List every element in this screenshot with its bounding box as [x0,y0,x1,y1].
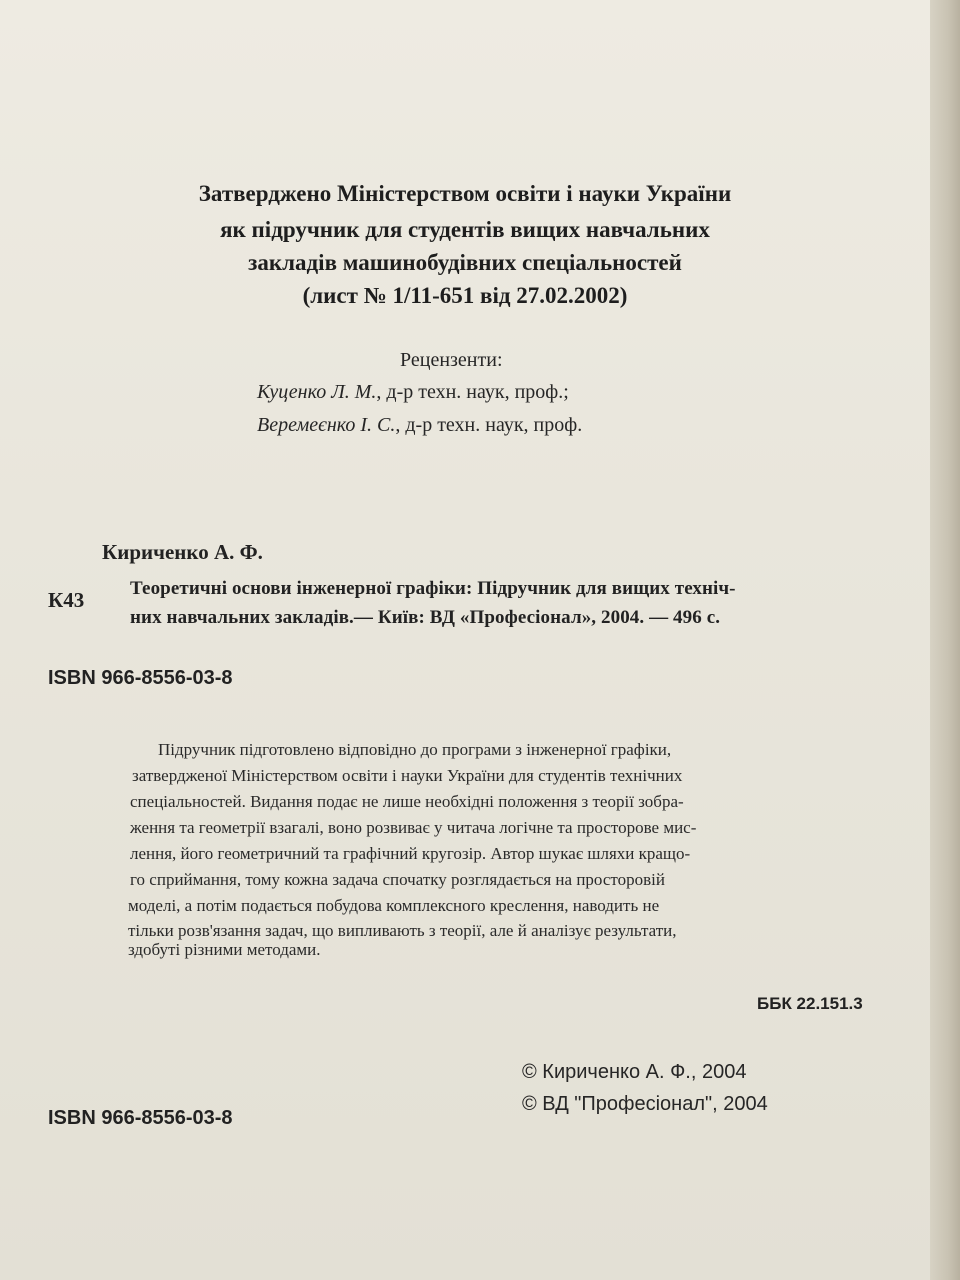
bottom-isbn: ISBN 966-8556-03-8 [48,1107,233,1129]
abstract-line-5: лення, його геометричний та графічний кругозір. Автор шукає шляхи кращо- [130,844,691,863]
abstract-line-2: затвердженої Міністерством освіти і науки України для студентів технічних [132,766,683,785]
reviewer-2-name: Веремеєнко І. С. [257,414,396,436]
catalog-description-2: них навчальних закладів.— Київ: ВД «Професіонал», 2004. — 496 с. [130,607,721,628]
abstract-line-6: го сприймання, тому кожна задача спочатку розглядається на просторовій [130,870,665,889]
abstract-line-4: ження та геометрії взагалі, воно розвиває у читача логічне та просторове мис- [130,818,697,837]
abstract-line-3: спеціальностей. Видання подає не лише необхідні положення з теорії зобра- [130,792,684,811]
reviewer-2 [257,415,582,435]
approval-line-3: закладів машинобудівних спеціальностей [248,250,682,275]
reviewer-2-detail: , д-р техн. наук, проф. [395,414,583,436]
abstract-line-1: Підручник підготовлено відповідно до програми з інженерної графіки, [158,740,672,759]
bbk-code: ББК 22.151.3 [757,994,863,1013]
catalog-author: Кириченко А. Ф. [102,540,263,564]
copyright-author: © Кириченко А. Ф., 2004 [522,1061,747,1083]
approval-line-4: (лист № 1/11-651 від 27.02.2002) [302,283,628,308]
catalog-description-1: Теоретичні основи інженерної графіки: Підручник для вищих техніч- [130,578,736,599]
approval-line-2: як підручник для студентів вищих навчальних [220,217,710,242]
copyright-publisher: © ВД "Професіонал", 2004 [522,1093,768,1115]
reviewer-1-detail: , д-р техн. наук, проф.; [376,381,569,403]
book-edge [930,0,960,1280]
reviewer-1 [257,382,569,402]
catalog-isbn: ISBN 966-8556-03-8 [48,667,233,689]
abstract-line-7: моделі, а потім подається побудова комплексного креслення, наводить не [128,896,660,915]
reviewers-heading: Рецензенти: [400,349,503,371]
abstract-line-8: тільки розв'язання задач, що випливають з теорії, але й аналізує результати, [128,921,677,940]
catalog-code: К43 [48,588,85,612]
reviewer-1-name: Куценко Л. М. [257,381,377,403]
abstract-line-9: здобуті різними методами. [128,940,321,959]
approval-line-1: Затверджено Міністерством освіти і науки України [198,181,732,206]
